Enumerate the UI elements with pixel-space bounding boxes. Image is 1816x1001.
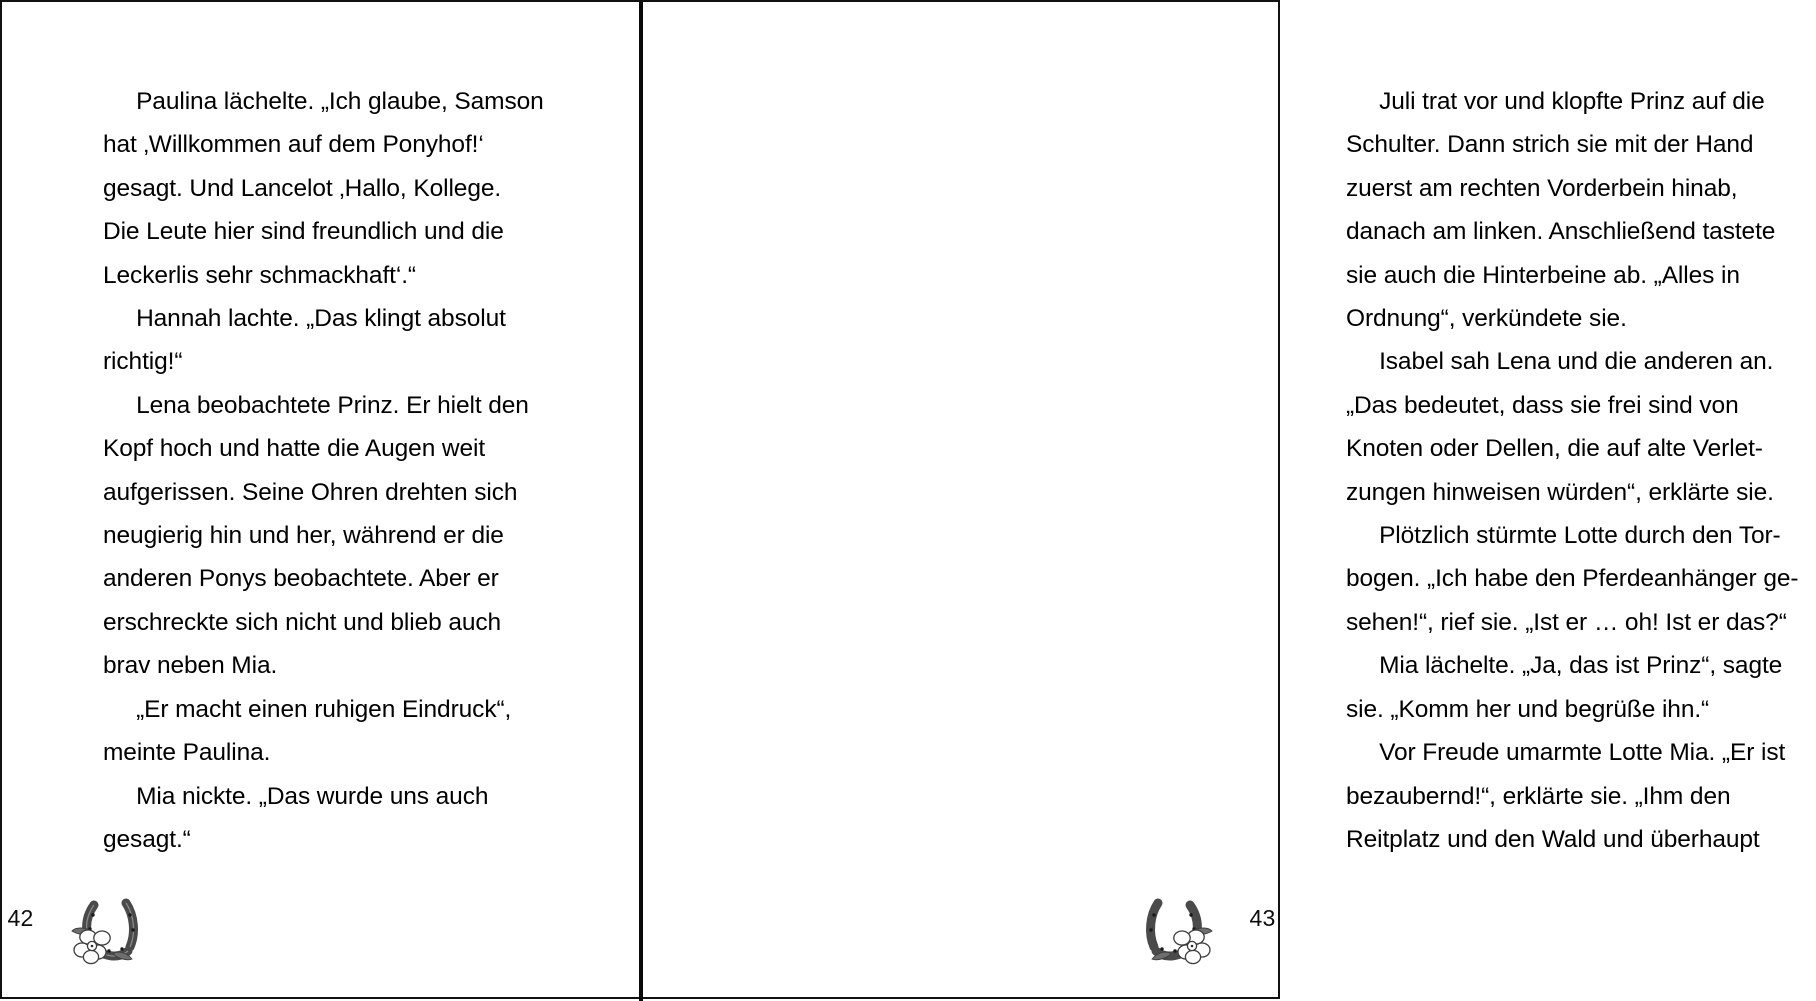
paragraph [103,80,573,297]
text-line: bogen. „Ich habe den Pferdeanhänger ge- [1346,565,1799,593]
left-page-text-column [103,80,573,861]
text-line: Plötzlich stürmte Lotte durch den Tor- [1379,522,1781,550]
text-line: anderen Ponys beobachtete. Aber er [103,565,499,593]
text-line: neugierig hin und her, während er die [103,522,504,550]
text-line: Isabel sah Lena und die anderen an. [1379,348,1774,376]
right-page [643,2,1799,1001]
text-line: Mia nickte. „Das wurde uns auch [136,782,489,810]
paragraph [103,688,573,775]
text-line: sehen!“, rief sie. „Ist er … oh! Ist er das?“ [1346,608,1787,636]
text-line: Kopf hoch und hatte die Augen weit [103,435,486,463]
paragraph [103,384,573,688]
left-page-footer [2,891,639,1001]
text-line: zungen hinweisen würden“, erklärte sie. [1346,478,1774,506]
text-line: danach am linken. Anschließend tastete [1346,218,1776,246]
text-line: richtig!“ [103,348,183,376]
page-number: 42 [7,905,34,931]
text-line: sie auch die Hinterbeine ab. „Alles in [1346,261,1740,289]
text-line: Leckerlis sehr schmackhaft‘.“ [103,261,416,289]
paragraph [103,297,573,384]
page-number: 43 [1249,905,1276,931]
text-line: Knoten oder Dellen, die auf alte Verlet- [1346,435,1763,463]
text-line: meinte Paulina. [103,739,271,767]
paragraph [1346,340,1816,514]
text-line: Schulter. Dann strich sie mit der Hand [1346,131,1754,159]
text-line: aufgerissen. Seine Ohren drehten sich [103,478,518,506]
text-line: Die Leute hier sind freundlich und die [103,218,504,246]
paragraph [1346,731,1816,861]
text-line: Reitplatz und den Wald und überhaupt [1346,825,1760,853]
text-line: Vor Freude umarmte Lotte Mia. „Er ist [1379,739,1786,767]
text-line: Juli trat vor und klopfte Prinz auf die [1379,88,1765,115]
paragraph [1346,644,1816,731]
paragraph [1346,80,1816,340]
left-page [2,2,639,1001]
text-line: Ordnung“, verkündete sie. [1346,305,1627,333]
paragraph [103,775,573,862]
text-line: erschreckte sich nicht und blieb auch [103,608,502,636]
text-line: Paulina lächelte. „Ich glaube, Samson [136,88,544,115]
text-line: Lena beobachtete Prinz. Er hielt den [136,391,529,419]
text-line: brav neben Mia. [103,652,278,680]
text-line: sie. „Komm her und begrüße ihn.“ [1346,695,1710,723]
text-line: „Das bedeutet, dass sie frei sind von [1346,391,1739,419]
text-line: gesagt.“ [103,825,191,853]
right-page-text-column [1346,80,1816,861]
text-line: bezaubernd!“, erklärte sie. „Ihm den [1346,782,1731,810]
text-line: gesagt. Und Lancelot ‚Hallo, Kollege. [103,174,502,202]
text-line: „Er macht einen ruhigen Eindruck“, [136,695,512,723]
paragraph [1346,514,1816,644]
text-line: hat ‚Willkommen auf dem Ponyhof!‘ [103,131,484,159]
text-line: Mia lächelte. „Ja, das ist Prinz“, sagte [1379,652,1783,680]
right-page-footer [643,891,1282,1001]
text-line: zuerst am rechten Vorderbein hinab, [1346,174,1738,202]
text-line: Hannah lachte. „Das klingt absolut [136,305,506,333]
